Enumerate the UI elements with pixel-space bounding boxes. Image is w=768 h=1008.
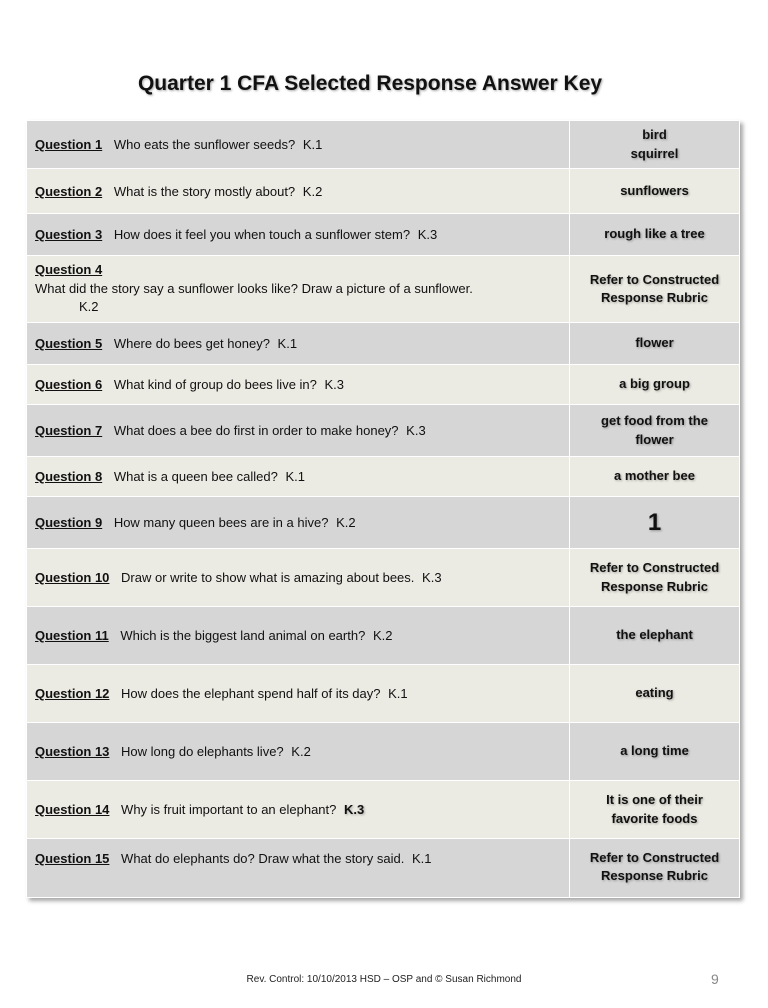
answer-cell: [570, 214, 740, 256]
question-label: Question 7: [35, 423, 103, 438]
table-row: [27, 169, 740, 214]
answer-line: eating: [635, 685, 674, 701]
standard-code: K.2: [79, 299, 99, 315]
table-row: [27, 781, 740, 839]
answer-line: get food from the: [601, 413, 708, 429]
question-cell: [27, 839, 570, 898]
answer-line: rough like a tree: [604, 226, 705, 242]
question-cell: [27, 405, 570, 457]
question-cell: [27, 323, 570, 365]
question-text: What did the story say a sunflower looks like? Draw a picture of a sunflower.: [35, 280, 473, 296]
question-cell: [27, 607, 570, 665]
standard-code: K.3: [324, 377, 345, 392]
standard-code: K.2: [372, 628, 393, 643]
question-label: Question 13: [35, 744, 110, 759]
question-text: What is the story mostly about?: [113, 183, 296, 199]
question-label: Question 9: [35, 515, 103, 530]
table-row: [27, 323, 740, 365]
answer-line: Response Rubric: [601, 578, 708, 594]
standard-code: K.1: [411, 851, 432, 866]
question-label: Question 1: [35, 137, 103, 152]
question-cell: [27, 497, 570, 549]
answer-line: Response Rubric: [601, 868, 708, 884]
question-cell: [27, 214, 570, 256]
question-label: Question 11: [35, 628, 109, 643]
question-cell: [27, 549, 570, 607]
question-text: What kind of group do bees live in?: [113, 377, 317, 392]
answer-line: squirrel: [630, 145, 679, 161]
standard-code: K.3: [344, 802, 365, 817]
question-text: Draw or write to show what is amazing about bees.: [121, 570, 415, 585]
answer-line: sunflowers: [620, 182, 689, 198]
answer-line: Refer to Constructed: [589, 271, 720, 287]
question-text: What does a bee do first in order to make honey?: [113, 423, 399, 438]
answer-cell: [570, 323, 740, 365]
page-title: Quarter 1 CFA Selected Response Answer Key: [137, 72, 603, 95]
answer-line: flower: [635, 431, 674, 447]
answer-line: Refer to Constructed: [589, 850, 720, 865]
answer-cell: [570, 169, 740, 214]
question-text: Why is fruit important to an elephant?: [121, 802, 337, 817]
question-text: What is a queen bee called?: [113, 469, 278, 484]
standard-code: K.1: [285, 469, 306, 484]
standard-code: K.2: [302, 183, 323, 199]
question-text: How many queen bees are in a hive?: [113, 515, 329, 530]
standard-code: K.3: [422, 570, 442, 585]
answer-line: the elephant: [616, 627, 693, 643]
question-cell: [27, 256, 570, 323]
question-label: Question 2: [35, 183, 103, 199]
answer-key-table: [26, 120, 740, 898]
question-cell: [27, 365, 570, 405]
standard-code: K.2: [336, 515, 356, 530]
question-text: How does it feel you when touch a sunflower stem?: [113, 227, 411, 242]
answer-cell: [570, 781, 740, 839]
answer-line: flower: [635, 335, 674, 351]
question-text: How does the elephant spend half of its day?: [121, 686, 381, 701]
question-label: Question 6: [35, 377, 103, 392]
answer-cell: [570, 256, 740, 323]
standard-code: K.1: [302, 137, 323, 152]
question-cell: [27, 121, 570, 169]
question-text: What do elephants do? Draw what the story said.: [121, 851, 405, 866]
question-cell: [27, 665, 570, 723]
question-text: Which is the biggest land animal on earth?: [120, 628, 366, 643]
question-cell: [27, 169, 570, 214]
answer-cell: [570, 457, 740, 497]
question-label: Question 8: [35, 469, 103, 484]
question-label: Question 4: [35, 261, 103, 277]
table-row: [27, 665, 740, 723]
answer-cell: [570, 497, 740, 549]
table-row: [27, 214, 740, 256]
answer-cell: [570, 665, 740, 723]
answer-cell: [570, 405, 740, 457]
question-cell: [27, 457, 570, 497]
table-row: [27, 607, 740, 665]
question-text: How long do elephants live?: [121, 744, 284, 759]
table-row: [27, 457, 740, 497]
answer-cell: [570, 839, 740, 898]
page-number: 9: [711, 971, 719, 987]
table-row: [27, 121, 740, 169]
question-label: Question 14: [35, 802, 110, 817]
standard-code: K.1: [277, 336, 298, 351]
question-label: Question 15: [35, 851, 110, 866]
question-label: Question 3: [35, 227, 103, 242]
answer-line: 1: [647, 508, 662, 536]
answer-cell: [570, 365, 740, 405]
question-cell: [27, 781, 570, 839]
answer-line: Refer to Constructed: [589, 560, 720, 576]
answer-line: a big group: [619, 376, 690, 392]
answer-line: Response Rubric: [601, 290, 708, 305]
table-row: [27, 723, 740, 781]
table-row: [27, 256, 740, 323]
standard-code: K.3: [417, 227, 438, 242]
question-text: Who eats the sunflower seeds?: [113, 137, 296, 152]
table-row: [27, 405, 740, 457]
answer-line: a mother bee: [614, 468, 695, 484]
question-label: Question 12: [35, 686, 110, 701]
answer-cell: [570, 121, 740, 169]
table-row: [27, 549, 740, 607]
answer-line: favorite foods: [611, 810, 698, 826]
answer-line: a long time: [620, 743, 689, 759]
answer-cell: [570, 607, 740, 665]
standard-code: K.2: [291, 744, 311, 759]
question-label: Question 5: [35, 336, 103, 351]
question-cell: [27, 723, 570, 781]
question-label: Question 10: [35, 570, 110, 585]
question-text: Where do bees get honey?: [113, 336, 270, 351]
standard-code: K.1: [388, 686, 408, 701]
table-row: [27, 839, 740, 898]
revision-footer: Rev. Control: 10/10/2013 HSD – OSP and © Susan Richmond: [246, 974, 522, 985]
answer-cell: [570, 723, 740, 781]
answer-line: bird: [642, 127, 667, 143]
answer-cell: [570, 549, 740, 607]
answer-line: It is one of their: [606, 792, 703, 808]
table-row: [27, 365, 740, 405]
standard-code: K.3: [406, 423, 426, 438]
table-row: [27, 497, 740, 549]
